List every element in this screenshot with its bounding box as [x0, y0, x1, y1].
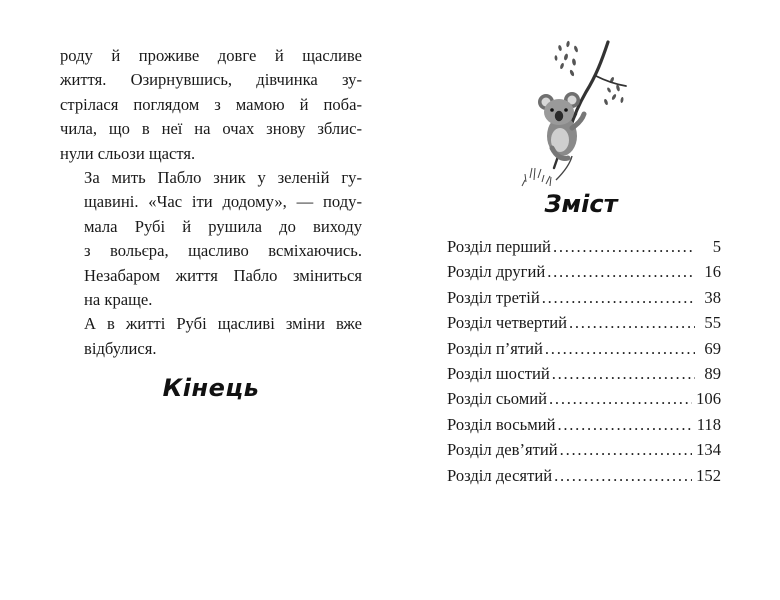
dot-leader	[557, 415, 692, 435]
toc-entry-page: 55	[704, 313, 721, 333]
story-paragraph	[60, 312, 362, 361]
text-line: стрілася поглядом з мамою й поба-	[60, 94, 362, 114]
toc-entry[interactable]	[447, 313, 721, 338]
text-line: роду й проживе довге й щасливе	[60, 46, 362, 65]
toc-title: Зміст	[544, 190, 618, 218]
toc-entry-page: 152	[696, 465, 721, 485]
table-of-contents	[447, 237, 721, 491]
toc-entry[interactable]	[447, 440, 721, 465]
story-text	[60, 44, 362, 361]
text-line: За мить Пабло зник у зеленій гу-	[84, 168, 362, 188]
dot-leader	[545, 339, 695, 359]
text-line: нули сльози щастя.	[60, 143, 196, 163]
text-line: з вольєра, щасливо всміхаючись.	[84, 241, 362, 261]
toc-entry-label: Розділ другий	[447, 262, 546, 282]
toc-entry[interactable]	[447, 466, 721, 491]
toc-entry-page: 38	[704, 287, 721, 307]
text-line: щавині. «Час іти додому», — поду-	[84, 192, 362, 212]
toc-entry-page: 106	[696, 389, 721, 409]
toc-entry[interactable]	[447, 389, 721, 414]
toc-entry-page: 118	[696, 414, 721, 434]
toc-entry-page: 134	[696, 440, 721, 460]
toc-entry-label: Розділ восьмий	[447, 414, 556, 434]
dot-leader	[547, 262, 695, 282]
story-paragraph	[60, 44, 362, 166]
toc-entry[interactable]	[447, 288, 721, 313]
dot-leader	[552, 364, 695, 384]
toc-entry-label: Розділ сьомий	[447, 389, 548, 409]
toc-entry-label: Розділ третій	[447, 287, 540, 307]
dot-leader	[553, 237, 695, 257]
end-heading: Кінець	[162, 374, 260, 402]
dot-leader	[549, 389, 692, 409]
dot-leader	[560, 440, 692, 460]
text-line: А в житті Рубі щасливі зміни вже	[84, 314, 362, 334]
text-line: мала Рубі й рушила до виходу	[84, 216, 362, 236]
text-line: життя. Озирнувшись, дівчинка зу-	[60, 70, 362, 90]
toc-entry[interactable]	[447, 339, 721, 364]
text-line: чила, що в неї на очах знову зблис-	[60, 119, 362, 139]
text-line: Незабаром життя Пабло зміниться	[84, 265, 362, 285]
toc-entry-page: 5	[712, 237, 721, 256]
toc-entry-label: Розділ п’ятий	[447, 338, 543, 358]
toc-entry-label: Розділ дев’ятий	[447, 440, 558, 460]
toc-entry-page: 89	[704, 363, 721, 383]
dot-leader	[569, 313, 695, 333]
text-line: на краще.	[84, 290, 153, 310]
toc-entry[interactable]	[447, 415, 721, 440]
story-paragraph	[60, 166, 362, 312]
dot-leader	[554, 466, 692, 486]
left-page	[60, 44, 362, 402]
toc-entry-label: Розділ шостий	[447, 363, 550, 383]
toc-entry[interactable]	[447, 237, 721, 262]
dot-leader	[542, 288, 695, 308]
koala-illustration	[516, 40, 636, 190]
toc-entry[interactable]	[447, 364, 721, 389]
toc-entry-label: Розділ перший	[447, 237, 551, 256]
toc-entry-page: 16	[704, 262, 721, 282]
toc-entry-page: 69	[704, 338, 721, 358]
toc-entry-label: Розділ десятий	[447, 465, 553, 485]
toc-entry-label: Розділ четвертий	[447, 313, 568, 333]
text-line: відбулися.	[84, 338, 157, 358]
toc-entry[interactable]	[447, 262, 721, 287]
